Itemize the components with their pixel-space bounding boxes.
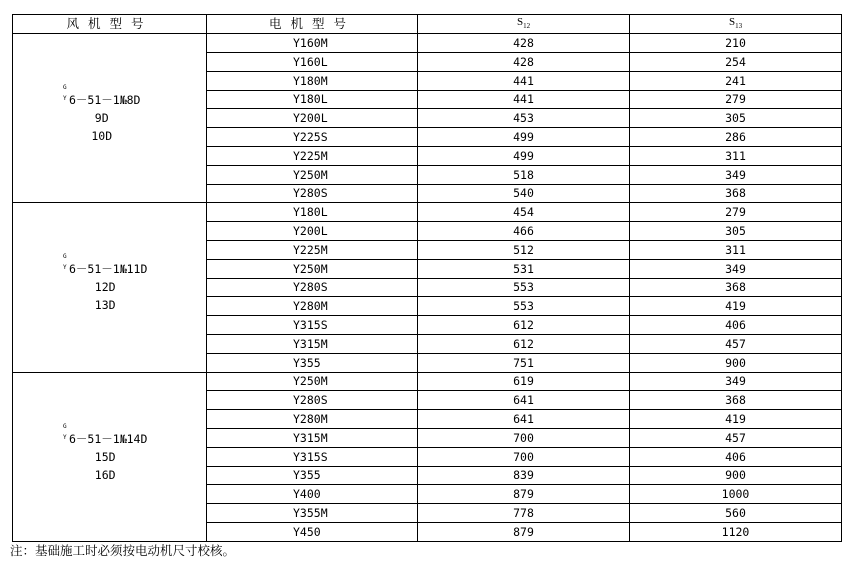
s13-cell: 457 <box>630 428 842 447</box>
motor-model-cell: Y200L <box>207 109 418 128</box>
s13-cell: 368 <box>630 278 842 297</box>
motor-model-cell: Y180M <box>207 71 418 90</box>
dimension-table <box>12 14 842 542</box>
header-motor-model: 电机型号 <box>207 15 418 34</box>
table-row <box>13 372 842 391</box>
s13-cell: 419 <box>630 410 842 429</box>
motor-model-cell: Y315M <box>207 334 418 353</box>
motor-model-cell: Y250M <box>207 165 418 184</box>
s13-cell: 900 <box>630 353 842 372</box>
fan-model-cell <box>13 34 207 203</box>
s13-cell: 457 <box>630 334 842 353</box>
fan-model-line <box>63 253 148 278</box>
fan-model-superscript: G <box>63 84 67 92</box>
s13-cell: 311 <box>630 146 842 165</box>
motor-model-cell: Y315M <box>207 428 418 447</box>
motor-model-cell: Y450 <box>207 522 418 541</box>
motor-model-cell: Y180L <box>207 203 418 222</box>
s13-cell: 305 <box>630 222 842 241</box>
fan-model-subscript: Y <box>63 433 67 441</box>
motor-model-cell: Y160M <box>207 34 418 53</box>
s13-cell: 349 <box>630 165 842 184</box>
fan-model-block <box>63 84 141 145</box>
table-row <box>13 34 842 53</box>
motor-model-cell: Y280M <box>207 410 418 429</box>
s12-cell: 466 <box>418 222 630 241</box>
s13-cell: 406 <box>630 447 842 466</box>
fan-model-variant: 13D <box>94 298 116 313</box>
motor-model-cell: Y160L <box>207 52 418 71</box>
s13-cell: 305 <box>630 109 842 128</box>
s13-cell: 419 <box>630 297 842 316</box>
s12-cell: 641 <box>418 391 630 410</box>
s13-cell: 368 <box>630 391 842 410</box>
s12-cell: 441 <box>418 90 630 109</box>
table-body <box>13 34 842 542</box>
s12-cell: 778 <box>418 504 630 523</box>
s12-cell: 499 <box>418 128 630 147</box>
motor-model-cell: Y225M <box>207 146 418 165</box>
fan-model-subscript: Y <box>63 264 67 272</box>
s12-cell: 553 <box>418 297 630 316</box>
s13-cell: 560 <box>630 504 842 523</box>
s13-cell: 279 <box>630 90 842 109</box>
fan-model-number: 6－51－1№8D <box>69 93 141 108</box>
s12-cell: 540 <box>418 184 630 203</box>
motor-model-cell: Y355M <box>207 504 418 523</box>
motor-model-cell: Y355 <box>207 466 418 485</box>
s12-cell: 619 <box>418 372 630 391</box>
motor-model-cell: Y250M <box>207 259 418 278</box>
header-s12: $S_{12}$ <box>418 15 630 34</box>
fan-model-variant: 16D <box>94 467 116 482</box>
motor-model-cell: Y225M <box>207 240 418 259</box>
s12-cell: 641 <box>418 410 630 429</box>
fan-model-subscript: Y <box>63 95 67 103</box>
fan-model-superscript: G <box>63 422 67 430</box>
s13-cell: 210 <box>630 34 842 53</box>
s12-cell: 879 <box>418 485 630 504</box>
s12-cell: 839 <box>418 466 630 485</box>
s13-cell: 241 <box>630 71 842 90</box>
fan-model-cell <box>13 203 207 372</box>
motor-model-cell: Y355 <box>207 353 418 372</box>
header-fan-model: 风机型号 <box>13 15 207 34</box>
motor-model-cell: Y400 <box>207 485 418 504</box>
s13-cell: 254 <box>630 52 842 71</box>
s12-cell: 751 <box>418 353 630 372</box>
footnote: 注：基础施工时必须按电动机尺寸校核。 <box>10 543 236 558</box>
s13-cell: 1000 <box>630 485 842 504</box>
s13-cell: 900 <box>630 466 842 485</box>
fan-model-block <box>63 422 148 484</box>
fan-model-line <box>63 84 141 109</box>
s12-cell: 700 <box>418 428 630 447</box>
s12-cell: 531 <box>418 259 630 278</box>
s12-cell: 441 <box>418 71 630 90</box>
motor-model-cell: Y280S <box>207 184 418 203</box>
s13-cell: 349 <box>630 372 842 391</box>
header-row <box>13 15 842 34</box>
fan-model-number: 6－51－1№11D <box>69 262 148 277</box>
s12-cell: 518 <box>418 165 630 184</box>
motor-model-cell: Y315S <box>207 447 418 466</box>
table-row <box>13 203 842 222</box>
fan-model-variant: 10D <box>91 129 113 144</box>
motor-model-cell: Y315S <box>207 316 418 335</box>
s12-cell: 428 <box>418 34 630 53</box>
fan-model-line <box>63 422 148 448</box>
fan-model-superscript: G <box>63 253 67 261</box>
fan-model-block <box>63 253 148 314</box>
s12-cell: 879 <box>418 522 630 541</box>
s12-cell: 512 <box>418 240 630 259</box>
fan-model-variant: 9D <box>94 111 109 126</box>
motor-model-cell: Y280M <box>207 297 418 316</box>
fan-model-cell <box>13 372 207 541</box>
motor-model-cell: Y200L <box>207 222 418 241</box>
s12-cell: 700 <box>418 447 630 466</box>
motor-model-cell: Y225S <box>207 128 418 147</box>
motor-model-cell: Y280S <box>207 278 418 297</box>
fan-model-variant: 12D <box>94 280 116 295</box>
s13-cell: 349 <box>630 259 842 278</box>
s13-cell: 311 <box>630 240 842 259</box>
s12-cell: 453 <box>418 109 630 128</box>
motor-model-cell: Y250M <box>207 372 418 391</box>
header-s13: $S_{13}$ <box>630 15 842 34</box>
s13-cell: 279 <box>630 203 842 222</box>
s13-cell: 406 <box>630 316 842 335</box>
fan-model-variant: 15D <box>94 449 116 464</box>
s12-cell: 499 <box>418 146 630 165</box>
s12-cell: 454 <box>418 203 630 222</box>
s12-cell: 612 <box>418 316 630 335</box>
s13-cell: 286 <box>630 128 842 147</box>
motor-model-cell: Y280S <box>207 391 418 410</box>
s12-cell: 428 <box>418 52 630 71</box>
s12-cell: 553 <box>418 278 630 297</box>
s12-cell: 612 <box>418 334 630 353</box>
s13-cell: 1120 <box>630 522 842 541</box>
motor-model-cell: Y180L <box>207 90 418 109</box>
s13-cell: 368 <box>630 184 842 203</box>
fan-model-number: 6－51－1№14D <box>69 431 148 446</box>
